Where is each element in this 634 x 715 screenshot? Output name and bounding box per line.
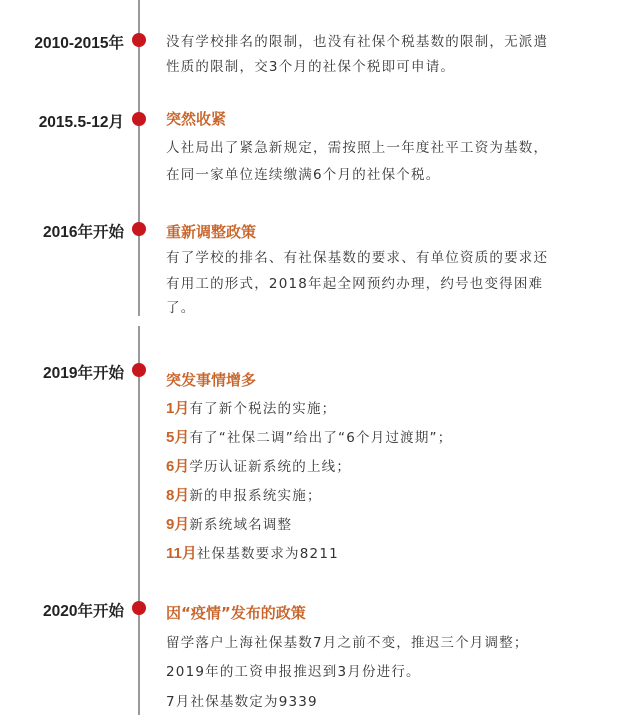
timeline-date: 2019年开始 (43, 365, 124, 382)
timeline-dot (132, 601, 146, 615)
timeline-date: 2015.5-12月 (38, 114, 124, 131)
month-label: 1月 (166, 400, 190, 417)
month-label: 11月 (166, 545, 197, 562)
month-item (166, 397, 336, 418)
entry-heading: 突然收紧 (166, 110, 227, 128)
month-label: 9月 (166, 516, 190, 533)
entry-text-line: 没有学校排名的限制，也没有社保个税基数的限制，无派遣 (166, 34, 549, 50)
entry-text-line: 2019年的工资申报推迟到3月份进行。 (166, 664, 421, 680)
month-label: 5月 (166, 429, 190, 446)
month-label: 6月 (166, 458, 190, 475)
timeline-dot (132, 112, 146, 126)
entry-text-line: 留学落户上海社保基数7月之前不变，推迟三个月调整； (166, 635, 529, 651)
month-item (166, 542, 339, 563)
month-item (166, 426, 452, 447)
month-text: 学历认证新系统的上线； (189, 459, 352, 475)
month-item (166, 455, 351, 476)
entry-text-line: 性质的限制，交3个月的社保个税即可申请。 (166, 59, 456, 75)
entry-text-line: 7月社保基数定为9339 (166, 694, 318, 710)
month-text: 有了“社保二调”给出了“6个月过渡期”； (189, 430, 453, 446)
timeline-dot (132, 363, 146, 377)
timeline-date: 2016年开始 (43, 224, 124, 241)
entry-text-line: 在同一家单位连续缴满6个月的社保个税。 (166, 167, 441, 183)
timeline-axis-lower (138, 326, 140, 715)
month-label: 8月 (166, 487, 190, 504)
month-text: 有了新个税法的实施； (189, 401, 337, 417)
entry-text-line: 人社局出了紧急新规定，需按照上一年度社平工资为基数， (166, 140, 549, 156)
entry-heading: 重新调整政策 (166, 223, 257, 241)
timeline-dot (132, 33, 146, 47)
month-item (166, 484, 322, 505)
month-text: 新的申报系统实施； (189, 488, 322, 504)
month-item (166, 513, 292, 534)
month-text: 社保基数要求为8211 (196, 546, 339, 562)
entry-text-line: 有了学校的排名、有社保基数的要求、有单位资质的要求还 (166, 250, 549, 266)
entry-heading: 突发事情增多 (166, 371, 257, 389)
timeline-axis-upper (138, 0, 140, 316)
entry-heading: 因“疫情”发布的政策 (166, 604, 306, 622)
timeline-dot (132, 222, 146, 236)
entry-text-line: 了。 (166, 300, 196, 316)
timeline-date: 2020年开始 (43, 603, 124, 620)
month-text: 新系统域名调整 (189, 517, 293, 533)
entry-text-line: 有用工的形式，2018年起全网预约办理，约号也变得困难 (166, 276, 544, 292)
timeline-date: 2010-2015年 (34, 35, 124, 52)
